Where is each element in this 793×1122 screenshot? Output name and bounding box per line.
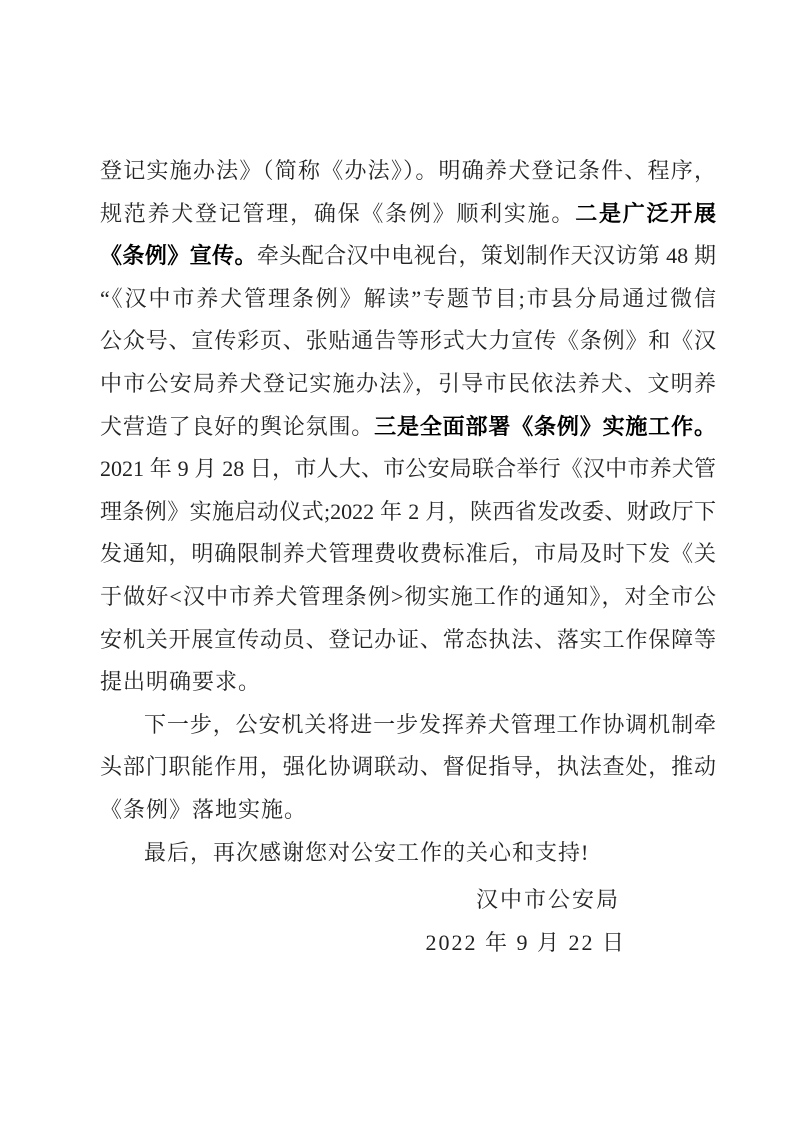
text-segment: 提出明确要求。 [100, 669, 262, 695]
bold-text-segment: 二是广泛开展 [575, 200, 716, 226]
text-segment: 头部门职能作用，强化协调联动、督促指导，执法查处，推动 [100, 754, 716, 780]
document-body [100, 150, 716, 874]
text-line [100, 193, 716, 236]
text-line [100, 278, 716, 321]
signature-block [100, 878, 716, 964]
bold-text-segment: 三是全面部署《条例》实施工作。 [374, 413, 716, 439]
text-line [100, 832, 716, 875]
bold-text-segment: 《条例》宣传。 [100, 243, 257, 269]
text-segment: 下一步，公安机关将进一步发挥养犬管理工作协调机制牵 [144, 711, 716, 737]
text-line [100, 363, 716, 406]
text-segment: 登记实施办法》（简称《办法》）。明确养犬登记条件、程序， [100, 158, 716, 183]
text-line [100, 704, 716, 747]
text-line [100, 491, 716, 534]
text-segment: 发通知，明确限制养犬管理费收费标准后，市局及时下发《关 [100, 541, 716, 567]
text-line [100, 533, 716, 576]
text-line [100, 661, 716, 704]
text-line [100, 320, 716, 363]
text-line [100, 235, 716, 278]
text-segment: 规范养犬登记管理，确保《条例》顺利实施。 [100, 200, 576, 226]
text-line [100, 619, 716, 662]
text-segment: 安机关开展宣传动员、登记办证、常态执法、落实工作保障等 [100, 626, 716, 652]
text-segment: 于做好<汉中市养犬管理条例>彻实施工作的通知》，对全市公 [100, 583, 716, 609]
text-segment: 中市公安局养犬登记实施办法》，引导市民依法养犬、文明养 [100, 370, 716, 396]
text-segment: 犬营造了良好的舆论氛围。 [100, 413, 375, 439]
text-line [100, 448, 716, 491]
text-segment: 理条例》实施启动仪式;2022 年 2 月，陕西省发改委、财政厅下 [100, 498, 716, 524]
signature-date: 2022 年 9 月 22 日 [425, 930, 626, 955]
text-segment: 最后，再次感谢您对公安工作的关心和支持! [144, 839, 590, 865]
text-segment: 《条例》落地实施。 [100, 796, 308, 822]
text-line [100, 576, 716, 619]
text-line [100, 746, 716, 789]
text-segment: 公众号、宣传彩页、张贴通告等形式大力宣传《条例》和《汉 [100, 328, 716, 354]
text-line [100, 406, 716, 449]
text-segment: “《汉中市养犬管理条例》解读”专题节目;市县分局通过微信 [100, 285, 716, 311]
text-line [100, 150, 716, 193]
text-segment: 牵头配合汉中电视台，策划制作天汉访第 48 期 [256, 243, 716, 269]
signature-org: 汉中市公安局 [475, 887, 620, 912]
text-line [100, 789, 716, 832]
text-segment: 2021 年 9 月 28 日，市人大、市公安局联合举行《汉中市养犬管 [100, 456, 716, 482]
